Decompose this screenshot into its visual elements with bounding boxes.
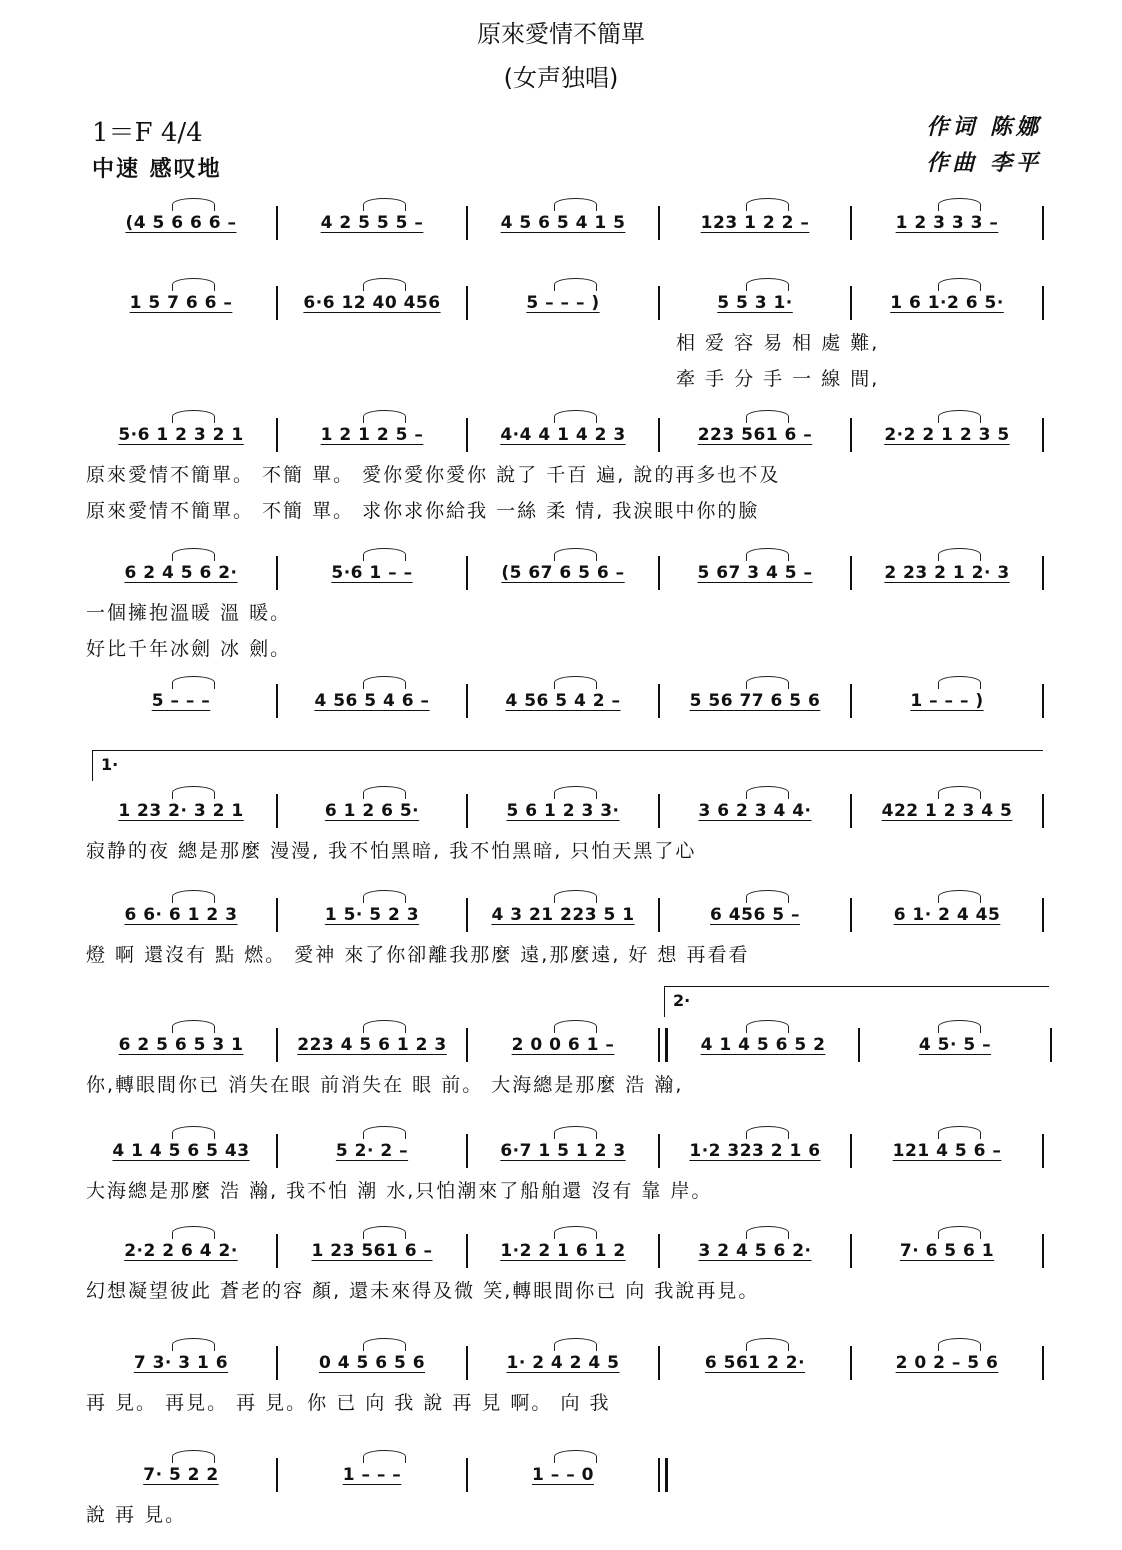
bar-line: [1042, 898, 1044, 932]
lyric-line: 原來愛情不簡單。 不簡 單。 求你求你給我 一絲 柔 情, 我淚眼中你的臉: [86, 500, 760, 522]
measure: 0 4 5 6 5 6: [318, 1353, 426, 1373]
music-system: [86, 558, 1052, 660]
tempo-marking: 中速 感叹地: [92, 157, 222, 182]
notes-row: [86, 1460, 1052, 1490]
lyric-line: 原來愛情不簡單。 不簡 單。 愛你愛你愛你 說了 千百 遍, 說的再多也不及: [86, 464, 781, 486]
bar-line: [1042, 1234, 1044, 1268]
measure: (4 5 6 6 6 –: [125, 213, 237, 233]
slur-arc: [746, 1226, 790, 1239]
lyric-line: 相 爱 容 易 相 處 難,: [676, 332, 880, 354]
slur-arc: [938, 1226, 982, 1239]
slur-arc: [172, 278, 216, 291]
measure: 1 23 2· 3 2 1: [118, 801, 244, 821]
slur-arc: [554, 548, 598, 561]
measure: 223 4 5 6 1 2 3: [297, 1035, 447, 1055]
slur-arc: [746, 676, 790, 689]
slur-arc: [746, 198, 790, 211]
slur-arc: [363, 1338, 406, 1351]
lyric-line: 寂静的夜 總是那麼 漫漫, 我不怕黑暗, 我不怕黑暗, 只怕天黑了心: [86, 840, 697, 862]
measure: 2·2 2 6 4 2·: [124, 1241, 238, 1261]
slur-arc: [938, 198, 982, 211]
slur-arc: [363, 1126, 406, 1139]
measure: 123 1 2 2 –: [700, 213, 810, 233]
slur-arc: [554, 1338, 598, 1351]
measure: 6 561 2 2·: [704, 1353, 806, 1373]
slur-arc: [746, 786, 790, 799]
lyricist-credit: 作词 陈娜: [926, 115, 1042, 140]
notes-row: [86, 420, 1052, 450]
slur-arc: [938, 548, 982, 561]
measure: 4 56 5 4 2 –: [505, 691, 621, 711]
measure: 4 2 5 5 5 –: [320, 213, 424, 233]
bar-line: [1042, 1134, 1044, 1168]
slur-arc: [746, 410, 790, 423]
lyric-line: 好比千年冰劍 冰 劍。: [86, 638, 292, 660]
slur-arc: [554, 1126, 598, 1139]
slur-arc: [363, 890, 406, 903]
measure: 1·2 2 1 6 1 2: [500, 1241, 626, 1261]
measure: 5·6 1 – –: [331, 563, 413, 583]
measure: 1· 2 4 2 4 5: [506, 1353, 620, 1373]
slur-arc: [938, 1126, 982, 1139]
measure: 1 23 561 6 –: [311, 1241, 433, 1261]
measure: 1 5 7 6 6 –: [129, 293, 233, 313]
slur-arc: [554, 786, 598, 799]
slur-arc: [363, 410, 406, 423]
measure: 2·2 2 1 2 3 5: [884, 425, 1010, 445]
slur-arc: [746, 1020, 790, 1033]
notes-row: [86, 686, 1052, 716]
measure: 6 2 5 6 5 3 1: [118, 1035, 244, 1055]
slur-arc: [554, 1226, 598, 1239]
measure: 4 3 21 223 5 1: [491, 905, 635, 925]
slur-arc: [363, 278, 406, 291]
measure: 1 2 3 3 3 –: [895, 213, 999, 233]
measure: 6 456 5 –: [710, 905, 800, 925]
measure: 6 1· 2 4 45: [893, 905, 1001, 925]
key-signature: 1＝F 4/4: [92, 118, 203, 148]
measure: 1 – – – ): [910, 691, 984, 711]
measure: 1·2 323 2 1 6: [689, 1141, 821, 1161]
measure: 422 1 2 3 4 5: [881, 801, 1013, 821]
measure: 5 67 3 4 5 –: [697, 563, 813, 583]
measure: (5 67 6 5 6 –: [501, 563, 625, 583]
music-system: [86, 1460, 1052, 1550]
measure: 6 2 4 5 6 2·: [124, 563, 238, 583]
measure: 3 6 2 3 4 4·: [698, 801, 812, 821]
bar-line: [1042, 286, 1044, 320]
slur-arc: [363, 1020, 406, 1033]
bar-line: [1042, 794, 1044, 828]
bar-line: [1042, 206, 1044, 240]
bar-line: [658, 1458, 668, 1492]
notes-row: [86, 1136, 1052, 1166]
lyric-line: 幻想凝望彼此 蒼老的容 顏, 還未來得及微 笑,轉眼間你已 向 我說再見。: [86, 1280, 760, 1302]
notes-row: [86, 1348, 1052, 1378]
slur-arc: [363, 676, 406, 689]
measure: 1 6 1·2 6 5·: [890, 293, 1004, 313]
slur-arc: [172, 1020, 216, 1033]
slur-arc: [363, 548, 406, 561]
slur-arc: [554, 890, 598, 903]
composer-credit: 作曲 李平: [926, 151, 1042, 176]
slur-arc: [172, 1338, 216, 1351]
slur-arc: [172, 890, 216, 903]
measure: 7· 6 5 6 1: [899, 1241, 995, 1261]
bar-line: [1042, 684, 1044, 718]
notes-row: [86, 796, 1052, 826]
measure: 5·6 1 2 3 2 1: [118, 425, 244, 445]
notes-row: [86, 1236, 1052, 1266]
notes-row: [86, 558, 1052, 588]
notes-row: [86, 1030, 1052, 1060]
notes-row: [86, 208, 1052, 238]
measure: 5 – – – ): [526, 293, 600, 313]
measure: 5 6 1 2 3 3·: [506, 801, 620, 821]
music-system: [86, 991, 1052, 1120]
slur-arc: [363, 1226, 406, 1239]
music-system: [86, 1136, 1052, 1226]
lyric-line: 你,轉眼間你已 消失在眼 前消失在 眼 前。 大海總是那麼 浩 瀚,: [86, 1074, 684, 1096]
lyric-line: 燈 啊 還沒有 點 燃。 愛神 來了你卻離我那麼 遠,那麼遠, 好 想 再看看: [86, 944, 750, 966]
measure: 2 0 2 – 5 6: [895, 1353, 999, 1373]
measure: 1 – – –: [342, 1465, 402, 1485]
measure: 2 0 0 6 1 –: [511, 1035, 615, 1055]
slur-arc: [363, 198, 406, 211]
measure: 5 – – –: [151, 691, 211, 711]
measure: 121 4 5 6 –: [892, 1141, 1002, 1161]
slur-arc: [746, 1126, 790, 1139]
slur-arc: [554, 676, 598, 689]
slur-arc: [363, 1450, 406, 1463]
measure: 5 5 3 1·: [717, 293, 793, 313]
slur-arc: [938, 410, 982, 423]
measure: 7 3· 3 1 6: [133, 1353, 229, 1373]
song-title: 原來愛情不簡單: [477, 20, 645, 48]
measure: 2 23 2 1 2· 3: [884, 563, 1010, 583]
slur-arc: [746, 890, 790, 903]
bar-line: [1042, 1346, 1044, 1380]
slur-arc: [554, 198, 598, 211]
music-system: [86, 288, 1052, 390]
lyric-line: 一個擁抱溫暖 溫 暖。: [86, 602, 292, 624]
measure: 6·7 1 5 1 2 3: [500, 1141, 626, 1161]
volta-label: 1·: [101, 755, 119, 774]
measure: 4 56 5 4 6 –: [314, 691, 430, 711]
measure: 5 2· 2 –: [335, 1141, 409, 1161]
measure: 5 56 77 6 5 6: [689, 691, 821, 711]
bar-line: [1042, 556, 1044, 590]
slur-arc: [746, 1338, 790, 1351]
measure: 6 1 2 6 5·: [324, 801, 420, 821]
slur-arc: [172, 1450, 216, 1463]
lyric-line: 牽 手 分 手 一 線 間,: [676, 368, 880, 390]
slur-arc: [938, 1338, 982, 1351]
slur-arc: [172, 410, 216, 423]
slur-arc: [554, 410, 598, 423]
slur-arc: [363, 786, 406, 799]
slur-arc: [938, 890, 982, 903]
volta-label: 2·: [673, 991, 691, 1010]
measure: 6·6 12 40 456: [303, 293, 441, 313]
slur-arc: [172, 198, 216, 211]
measure: 1 5· 5 2 3: [324, 905, 420, 925]
music-system: [86, 900, 1052, 990]
measure: 3 2 4 5 6 2·: [698, 1241, 812, 1261]
slur-arc: [938, 278, 982, 291]
measure: 4 5· 5 –: [918, 1035, 992, 1055]
measure: 1 2 1 2 5 –: [320, 425, 424, 445]
measure: 4 1 4 5 6 5 2: [700, 1035, 826, 1055]
slur-arc: [172, 1126, 216, 1139]
measure: 4·4 4 1 4 2 3: [500, 425, 626, 445]
slur-arc: [554, 278, 598, 291]
slur-arc: [938, 676, 982, 689]
slur-arc: [938, 1020, 982, 1033]
lyric-line: 大海總是那麼 浩 瀚, 我不怕 潮 水,只怕潮來了船舶還 沒有 靠 岸。: [86, 1180, 713, 1202]
measure: 6 6· 6 1 2 3: [124, 905, 238, 925]
slur-arc: [746, 548, 790, 561]
slur-arc: [172, 1226, 216, 1239]
bar-line: [658, 1028, 668, 1062]
volta-bracket-2: [664, 986, 1049, 1017]
slur-arc: [938, 786, 982, 799]
slur-arc: [172, 548, 216, 561]
measure: 7· 5 2 2: [143, 1465, 219, 1485]
volta-bracket: [92, 750, 1043, 781]
slur-arc: [554, 1450, 598, 1463]
lyric-line: 再 見。 再見。 再 見。你 已 向 我 說 再 見 啊。 向 我: [86, 1392, 611, 1414]
lyric-line: 說 再 見。: [86, 1504, 187, 1526]
music-system: [86, 1236, 1052, 1326]
measure: 223 561 6 –: [697, 425, 813, 445]
slur-arc: [172, 676, 216, 689]
music-system: [86, 1348, 1052, 1438]
slur-arc: [554, 1020, 598, 1033]
slur-arc: [746, 278, 790, 291]
notes-row: [86, 288, 1052, 318]
bar-line: [1042, 418, 1044, 452]
measure: 4 5 6 5 4 1 5: [500, 213, 626, 233]
music-system: [86, 420, 1052, 522]
slur-arc: [172, 786, 216, 799]
music-system: [86, 755, 1052, 886]
song-subtitle: (女声独唱): [503, 64, 619, 92]
bar-line: [1050, 1028, 1052, 1062]
notes-row: [86, 900, 1052, 930]
measure: 4 1 4 5 6 5 43: [112, 1141, 250, 1161]
measure: 1 – – 0: [532, 1465, 594, 1485]
